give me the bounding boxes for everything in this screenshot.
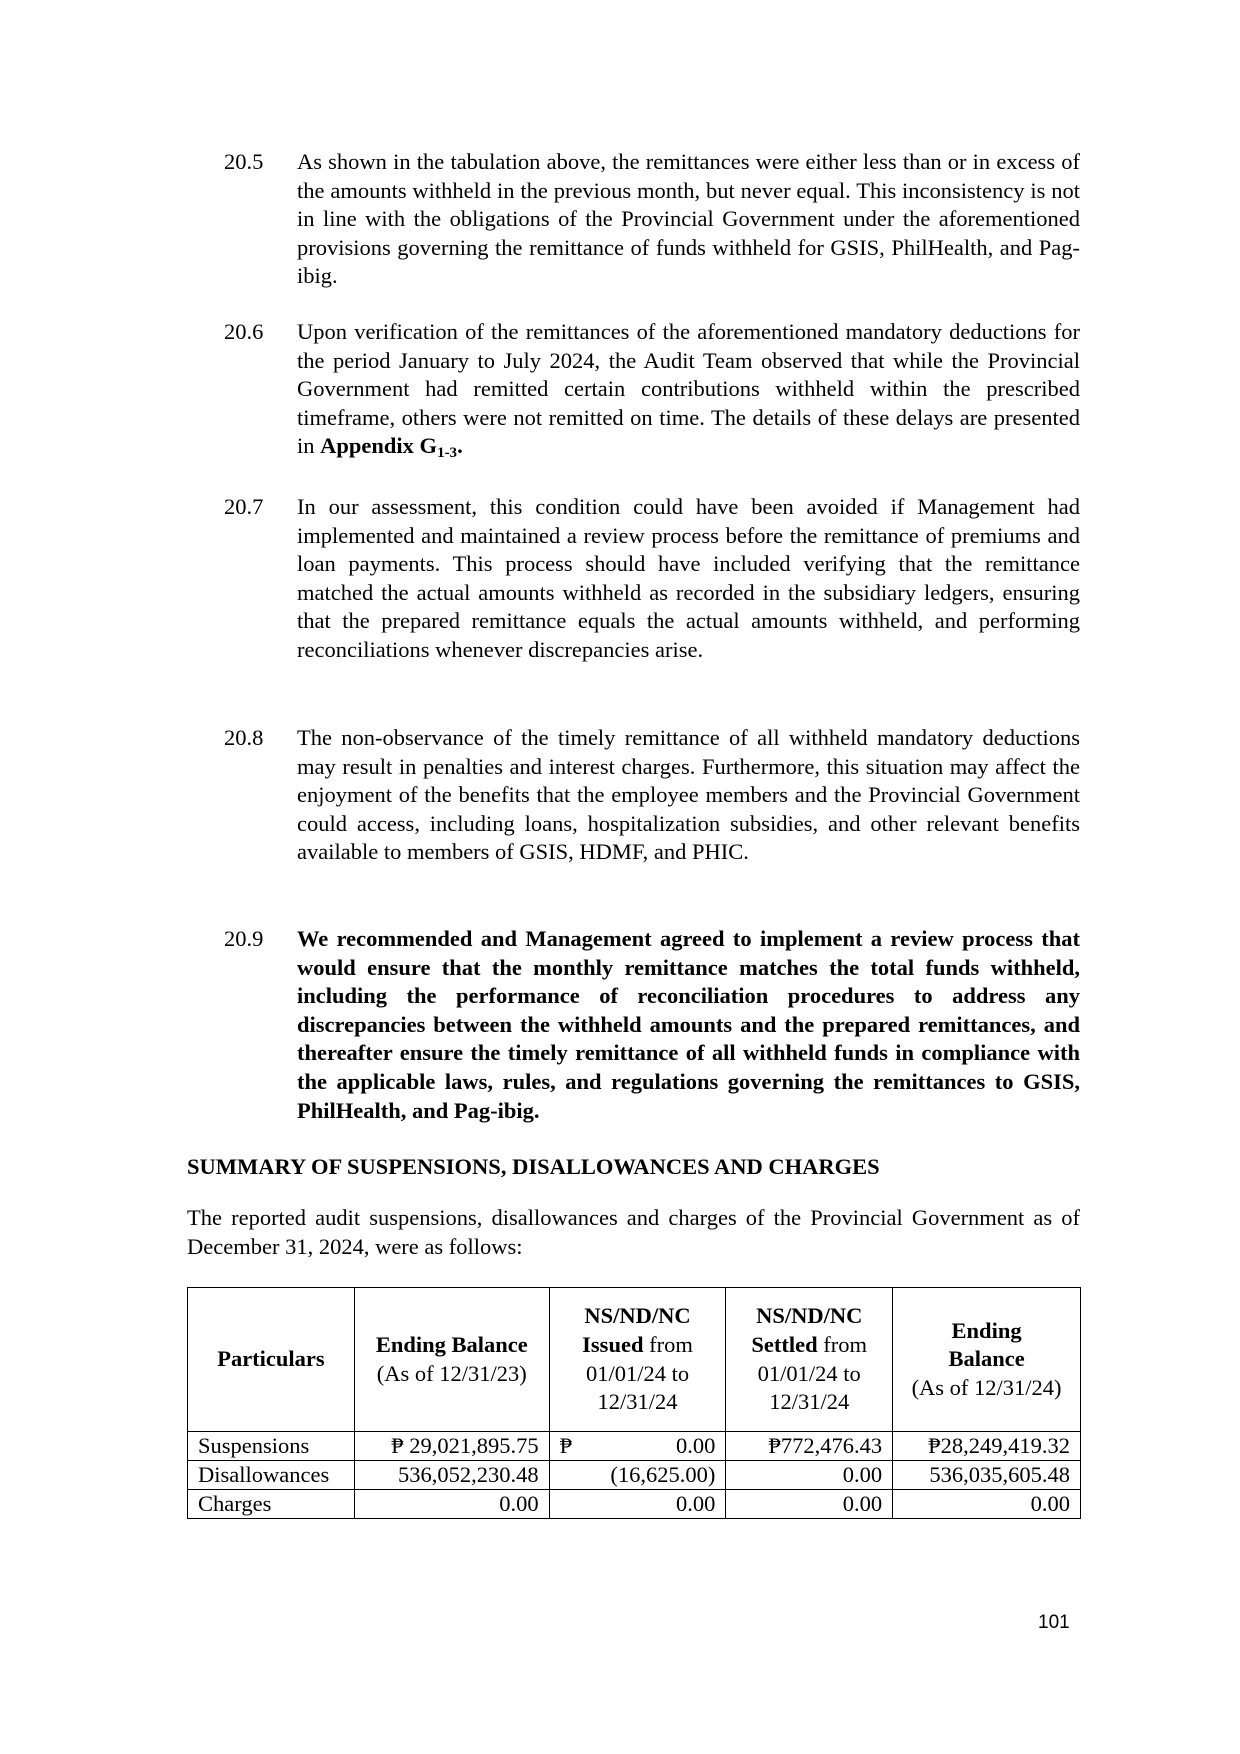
header-settled-label: Settled [751,1331,818,1357]
header-settled-code: NS/ND/NC [756,1303,863,1329]
summary-table [187,1287,1081,1519]
issued-cell [549,1461,726,1490]
header-settled-range-end: 12/31/24 [769,1389,850,1415]
header-particulars-label: Particulars [217,1346,325,1372]
appendix-subscript: 1-3 [437,445,458,462]
particular-cell: Charges [188,1490,355,1519]
ending-2023-cell: 0.00 [354,1490,549,1519]
issued-cell [549,1432,726,1461]
ending-2023-cell: ₱ 29,021,895.75 [354,1432,549,1461]
header-issued-range-end: 12/31/24 [597,1389,678,1415]
appendix-reference [320,433,463,462]
issued-value: (16,625.00) [610,1462,716,1487]
section-intro: The reported audit suspensions, disallowances and charges of the Provincial Government as of December 31, 2024, were as follows: [187,1205,1080,1259]
header-issued [549,1288,726,1432]
table-row [188,1461,1081,1490]
ending-2024-cell: ₱28,249,419.32 [893,1432,1081,1461]
issued-cell [549,1490,726,1519]
recommendation-text: We recommended and Management agreed to implement a review process that would ensure that the monthly remittance matches the total funds withheld, including the performance of reconciliation procedures to address any discrepancies between the withheld amounts and the prepared remittances, and thereafter ensure the timely remittance of all withheld funds in compliance with the applicable laws, rules, and regulations governing the remittances to GSIS, PhilHealth, and Pag-ibig. [297,926,1080,1123]
particular-cell: Suspensions [188,1432,355,1461]
paragraph-text [297,318,1080,468]
table-row [188,1490,1081,1519]
appendix-label: Appendix G [320,433,438,459]
settled-cell: 0.00 [726,1490,893,1519]
paragraph-body: Upon verification of the remittances of the aforementioned mandatory deductions for the period January to July 2024, the Audit Team observed that while the Provincial Government had remitted certain contributions withheld within the prescribed timeframe, others were not remitted on time. The details of these delays are presented in [297,319,1080,459]
settled-cell: 0.00 [726,1461,893,1490]
header-ending-2024-label-1: Ending [951,1317,1022,1343]
header-ending-2023 [354,1288,549,1432]
header-particulars [188,1288,355,1432]
header-issued-code: NS/ND/NC [584,1303,691,1329]
header-settled-from: from [823,1331,868,1357]
header-ending-2024-date: (As of 12/31/24) [911,1374,1062,1400]
ending-2024-cell: 536,035,605.48 [893,1461,1081,1490]
paragraph-text: The non-observance of the timely remittance of all withheld mandatory deductions may result in penalties and interest charges. Furthermore, this situation may affect the enjoyment of the benefits that the employee members and the Provincial Government could access, including loans, hospitalization subsidies, and other relevant benefits available to members of GSIS, HDMF, and PHIC. [297,725,1080,865]
paragraph-number: 20.8 [224,725,264,750]
table-row [188,1432,1081,1461]
paragraph-text: As shown in the tabulation above, the remittances were either less than or in excess of the amounts withheld in the previous month, but never equal. This inconsistency is not in line with the obligations of the Provincial Government under the aforementioned provisions governing the remittance of funds withheld for GSIS, PhilHealth, and Pag-ibig. [297,149,1080,289]
header-settled-range-start: 01/01/24 to [757,1360,861,1386]
particular-cell: Disallowances [188,1461,355,1490]
ending-2023-cell: 536,052,230.48 [354,1461,549,1490]
issued-value: 0.00 [675,1491,716,1516]
header-ending-2024 [893,1288,1081,1432]
header-issued-range-start: 01/01/24 to [585,1360,690,1386]
table-header-row [188,1288,1081,1432]
peso-symbol: ₱ [559,1433,573,1458]
header-ending-2023-date: (As of 12/31/23) [376,1360,527,1386]
section-heading: SUMMARY OF SUSPENSIONS, DISALLOWANCES AND CHARGES [187,1154,880,1179]
header-issued-label: Issued [582,1331,644,1357]
settled-cell: ₱772,476.43 [726,1432,893,1461]
appendix-period: . [457,433,463,459]
header-ending-2024-label-2: Balance [948,1346,1025,1372]
paragraph-number: 20.9 [224,926,264,951]
paragraph-number: 20.7 [224,494,264,519]
issued-value: 0.00 [675,1433,716,1458]
header-issued-from: from [649,1331,693,1357]
paragraph-text: In our assessment, this condition could have been avoided if Management had implemented and maintained a review process before the remittance of premiums and loan payments. This process should have included verifying that the remittance matched the actual amounts withheld as recorded in the subsidiary ledgers, ensuring that the prepared remittance equals the actual amounts withheld, and performing reconciliations whenever discrepancies arise. [297,494,1080,662]
page-number: 101 [1038,1612,1070,1633]
paragraph-number: 20.5 [224,149,264,174]
paragraph-number: 20.6 [224,319,264,344]
header-settled [726,1288,893,1432]
ending-2024-cell: 0.00 [893,1490,1081,1519]
header-ending-2023-label: Ending Balance [375,1331,528,1357]
